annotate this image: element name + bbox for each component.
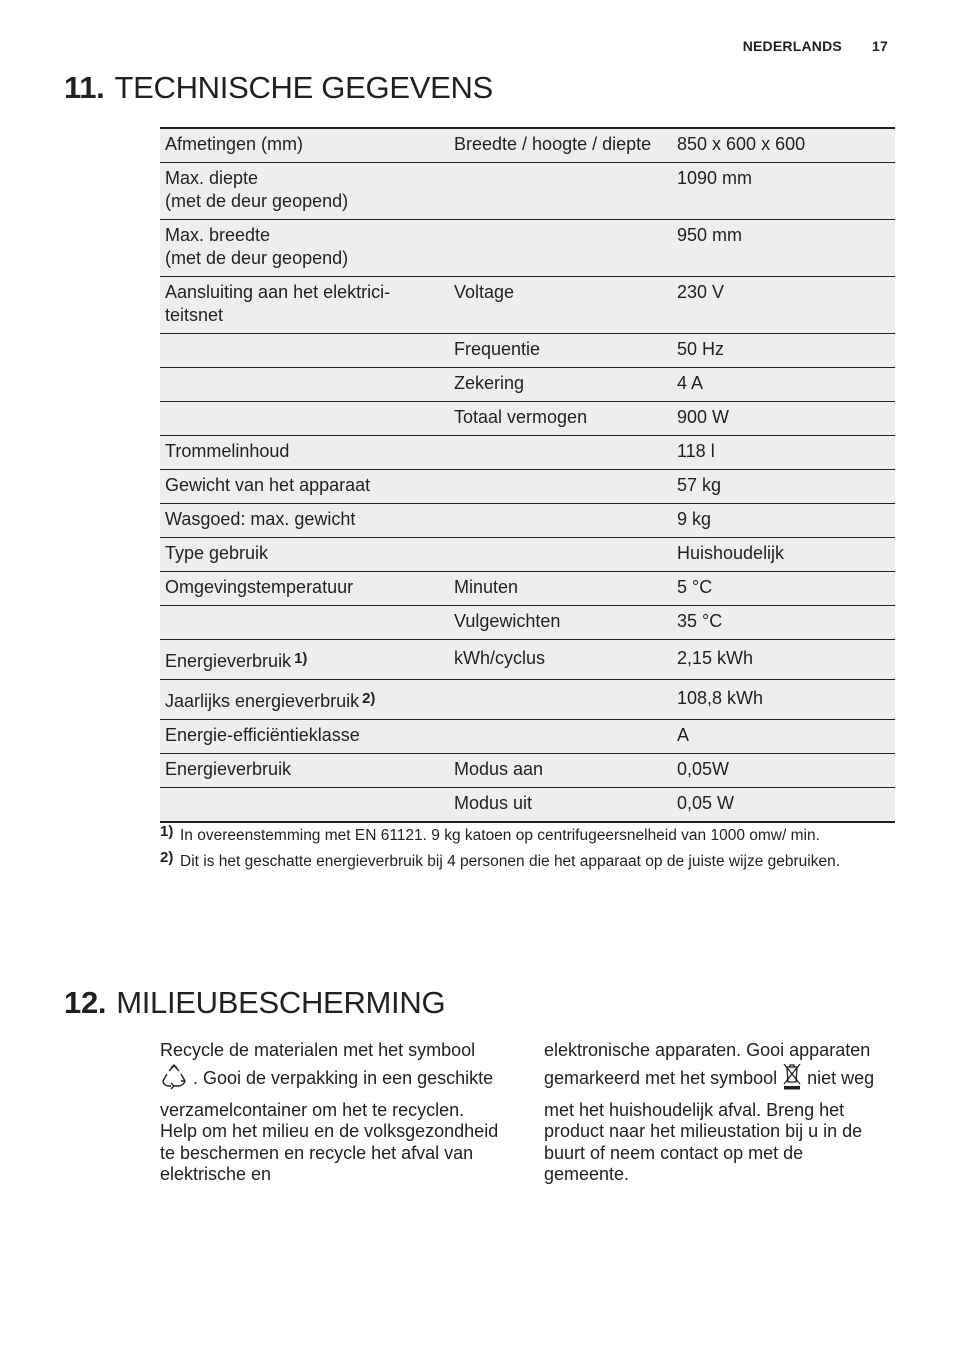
paragraph-line-with-icon bbox=[544, 1062, 889, 1100]
table-cell bbox=[160, 680, 449, 720]
table-cell bbox=[672, 402, 895, 436]
table-cell bbox=[449, 572, 672, 606]
cell-text: 118 l bbox=[677, 441, 715, 461]
table-cell bbox=[672, 640, 895, 680]
table-row bbox=[160, 334, 895, 368]
section-title-environment bbox=[64, 985, 445, 1021]
table-row bbox=[160, 220, 895, 277]
footnote-reference: 1) bbox=[294, 650, 308, 667]
table-row bbox=[160, 640, 895, 680]
cell-text: Gewicht van het apparaat bbox=[165, 475, 371, 495]
table-cell bbox=[449, 720, 672, 754]
section-number: 12. bbox=[64, 985, 107, 1020]
table-cell bbox=[160, 504, 449, 538]
cell-text: Max. diepte (met de deur geopend) bbox=[165, 168, 349, 211]
cell-text: 5 °C bbox=[677, 577, 713, 597]
table-cell bbox=[672, 436, 895, 470]
table-cell bbox=[160, 606, 449, 640]
cell-text: Vulgewichten bbox=[454, 611, 561, 631]
cell-text: 108,8 kWh bbox=[677, 688, 764, 708]
cell-text: Energieverbruik bbox=[165, 759, 292, 779]
cell-text: Omgevingstemperatuur bbox=[165, 577, 354, 597]
cell-text: Energie-efficiëntieklasse bbox=[165, 725, 360, 745]
table-cell bbox=[449, 606, 672, 640]
table-cell bbox=[160, 640, 449, 680]
table-cell bbox=[449, 754, 672, 788]
cell-text: A bbox=[677, 725, 690, 745]
table-cell bbox=[449, 538, 672, 572]
cell-text: 0,05W bbox=[677, 759, 730, 779]
table-row bbox=[160, 128, 895, 163]
table-cell bbox=[672, 504, 895, 538]
cell-text: Minuten bbox=[454, 577, 519, 597]
table-cell bbox=[672, 572, 895, 606]
cell-text: Frequentie bbox=[454, 339, 541, 359]
table-cell bbox=[160, 754, 449, 788]
cell-text: Trommelinhoud bbox=[165, 441, 290, 461]
table-row bbox=[160, 572, 895, 606]
table-row bbox=[160, 538, 895, 572]
table-row bbox=[160, 504, 895, 538]
cell-text: Type gebruik bbox=[165, 543, 269, 563]
section-title-text: TECHNISCHE GEGEVENS bbox=[114, 70, 493, 105]
cell-text: 9 kg bbox=[677, 509, 712, 529]
table-cell bbox=[160, 720, 449, 754]
table-cell bbox=[672, 470, 895, 504]
cell-text: Aansluiting aan het elektrici- teitsnet bbox=[165, 282, 391, 325]
table-cell bbox=[449, 680, 672, 720]
section-title-text: MILIEUBESCHERMING bbox=[116, 985, 446, 1020]
table-row bbox=[160, 754, 895, 788]
cell-text: Voltage bbox=[454, 282, 515, 302]
cell-text: 35 °C bbox=[677, 611, 723, 631]
paragraph-text: met het huishoudelijk afval. Breng het product naar het milieustation bij u in de buurt of neem contact op met de gemeente. bbox=[544, 1099, 863, 1184]
table-cell bbox=[449, 470, 672, 504]
cell-text: Modus aan bbox=[454, 759, 544, 779]
footnote-2 bbox=[160, 849, 900, 872]
footnote-1 bbox=[160, 823, 900, 846]
table-cell bbox=[449, 220, 672, 277]
table-row bbox=[160, 606, 895, 640]
table-cell bbox=[449, 436, 672, 470]
technical-data-table bbox=[160, 127, 895, 823]
table-cell bbox=[672, 606, 895, 640]
table-cell bbox=[672, 163, 895, 220]
table-cell bbox=[449, 402, 672, 436]
table-cell bbox=[449, 128, 672, 163]
table-row bbox=[160, 368, 895, 402]
cell-text: Breedte / hoogte / diepte bbox=[454, 134, 652, 154]
footnote-mark: 1) bbox=[160, 823, 174, 840]
table-row bbox=[160, 163, 895, 220]
table-cell bbox=[449, 788, 672, 823]
table-cell bbox=[672, 680, 895, 720]
table-cell bbox=[160, 538, 449, 572]
cell-text: Huishoudelijk bbox=[677, 543, 785, 563]
table-row bbox=[160, 680, 895, 720]
paragraph-line-with-icon bbox=[160, 1062, 505, 1100]
cell-text: 2,15 kWh bbox=[677, 648, 754, 668]
table-cell bbox=[672, 788, 895, 823]
table-cell bbox=[160, 334, 449, 368]
paragraph-line: Recycle de materialen met het symbool bbox=[160, 1040, 476, 1060]
table-cell bbox=[449, 334, 672, 368]
cell-text: 950 mm bbox=[677, 225, 743, 245]
footnote-text: In overeenstemming met EN 61121. 9 kg katoen op centrifugeersnelheid van 1000 omw/ min. bbox=[180, 827, 820, 844]
paragraph-text: verzamelcontainer om het te recyclen. Help om het milieu en de volksgezondheid te beschermen en recycle het afval van elektrische en bbox=[160, 1099, 499, 1184]
cell-text: Energieverbruik bbox=[165, 651, 292, 671]
table-cell bbox=[672, 720, 895, 754]
cell-text: Modus uit bbox=[454, 793, 533, 813]
cell-text: Zekering bbox=[454, 373, 525, 393]
table-cell bbox=[160, 368, 449, 402]
cell-text: 50 Hz bbox=[677, 339, 725, 359]
footnote-reference: 2) bbox=[362, 690, 376, 707]
table-row bbox=[160, 720, 895, 754]
page-header bbox=[743, 38, 888, 54]
cell-text: Afmetingen (mm) bbox=[165, 134, 304, 154]
table-cell bbox=[672, 277, 895, 334]
table-cell bbox=[160, 436, 449, 470]
language-label: NEDERLANDS bbox=[742, 38, 842, 54]
table-cell bbox=[160, 277, 449, 334]
footnote-mark: 2) bbox=[160, 849, 174, 866]
table-cell bbox=[160, 572, 449, 606]
cell-text: 850 x 600 x 600 bbox=[677, 134, 806, 154]
table-cell bbox=[160, 220, 449, 277]
cell-text: kWh/cyclus bbox=[454, 648, 546, 668]
table-cell bbox=[672, 538, 895, 572]
table-cell bbox=[672, 128, 895, 163]
table-cell bbox=[449, 277, 672, 334]
section-number: 11. bbox=[64, 70, 105, 105]
table-row bbox=[160, 788, 895, 823]
table-cell bbox=[160, 470, 449, 504]
table-row bbox=[160, 470, 895, 504]
table-cell bbox=[160, 402, 449, 436]
cell-text: 57 kg bbox=[677, 475, 722, 495]
cell-text: Wasgoed: max. gewicht bbox=[165, 509, 356, 529]
table-cell bbox=[160, 788, 449, 823]
cell-text: 230 V bbox=[677, 282, 725, 302]
footnotes bbox=[160, 823, 900, 878]
table-cell bbox=[449, 640, 672, 680]
cell-text: 0,05 W bbox=[677, 793, 735, 813]
table-cell bbox=[449, 504, 672, 538]
cell-text: Jaarlijks energieverbruik bbox=[165, 691, 360, 711]
table-cell bbox=[160, 163, 449, 220]
paragraph-line: elektronische apparaten. Gooi apparaten bbox=[544, 1040, 871, 1060]
paragraph-text: gemarkeerd met het symbool bbox=[544, 1067, 783, 1088]
table-row bbox=[160, 436, 895, 470]
cell-text: 900 W bbox=[677, 407, 730, 427]
table-row bbox=[160, 277, 895, 334]
environment-text-right bbox=[544, 1040, 889, 1186]
paragraph-text: . Gooi de verpakking in een geschikte bbox=[188, 1067, 494, 1088]
table-cell bbox=[672, 220, 895, 277]
cell-text: 4 A bbox=[677, 373, 704, 393]
footnote-text: Dit is het geschatte energieverbruik bij 4 personen die het apparaat op de juiste wijze gebruiken. bbox=[180, 853, 841, 870]
cell-text: 1090 mm bbox=[677, 168, 753, 188]
section-title-technical-data bbox=[64, 70, 493, 106]
table-cell bbox=[672, 368, 895, 402]
paragraph-text: niet weg bbox=[802, 1067, 875, 1088]
table-cell bbox=[672, 754, 895, 788]
recycle-icon bbox=[160, 1064, 188, 1100]
cell-text: Totaal vermogen bbox=[454, 407, 588, 427]
table-cell bbox=[449, 163, 672, 220]
environment-text-left bbox=[160, 1040, 505, 1186]
table-cell bbox=[672, 334, 895, 368]
cell-text: Max. breedte (met de deur geopend) bbox=[165, 225, 349, 268]
table-cell bbox=[160, 128, 449, 163]
page-number: 17 bbox=[872, 38, 888, 54]
crossed-out-wheelie-bin-icon bbox=[782, 1062, 802, 1100]
table-row bbox=[160, 402, 895, 436]
table-cell bbox=[449, 368, 672, 402]
